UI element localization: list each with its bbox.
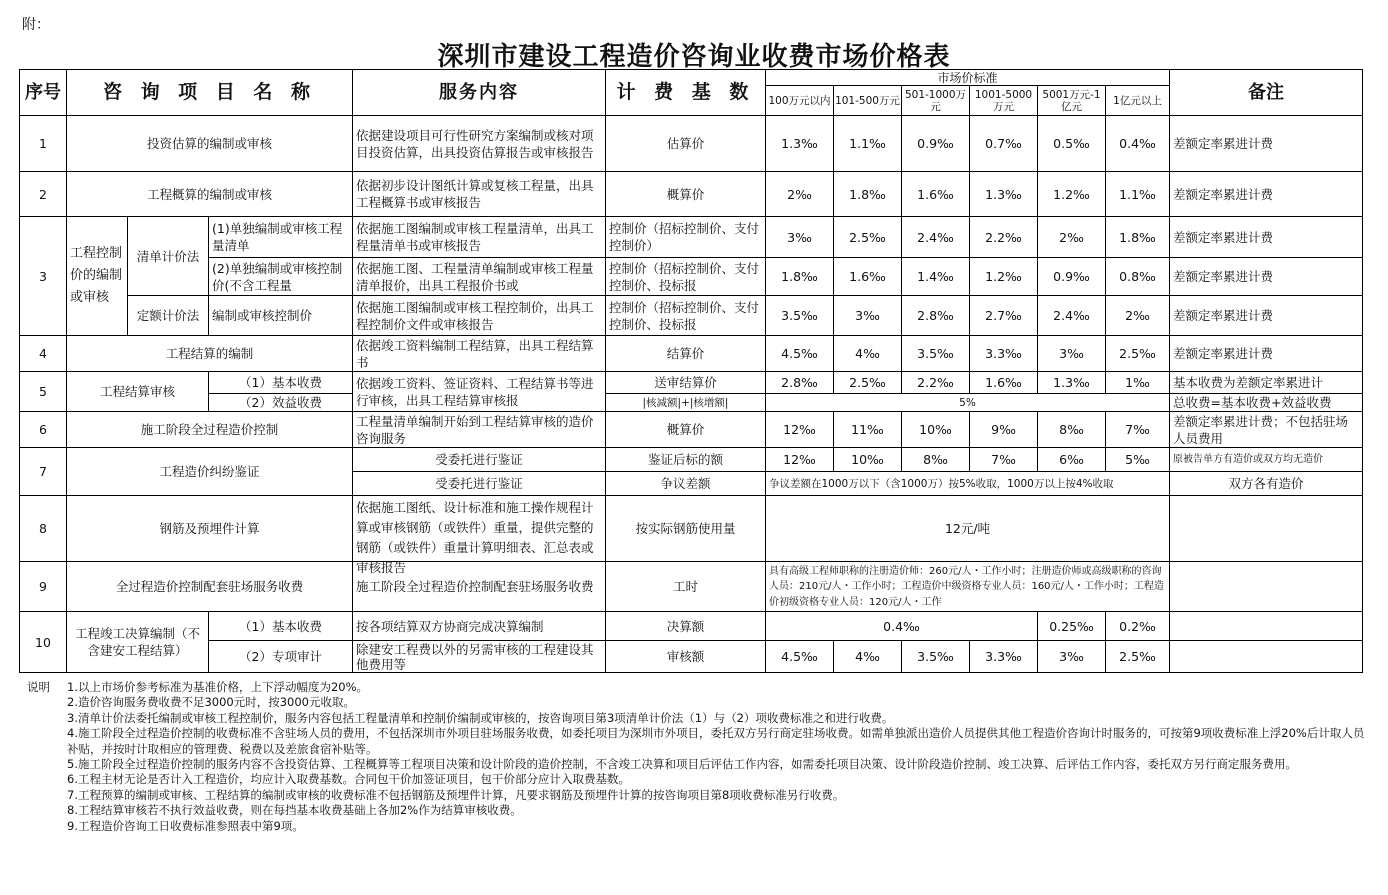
rate-cell: 1.6‰ [834, 258, 902, 296]
fee-base: 争议差额 [606, 472, 766, 496]
rate-cell: 0.5‰ [1038, 116, 1106, 172]
rate-cell: 1.3‰ [766, 116, 834, 172]
rate-cell: 3.5‰ [902, 336, 970, 372]
service-content [353, 217, 606, 258]
sub-item-text: (2)单独编制或审核控制价(不含工程量 [212, 260, 343, 293]
note-line [27, 788, 1367, 803]
rate-cell: 10‰ [902, 412, 970, 448]
fee-base: 决算额 [606, 612, 766, 641]
rate-cell: 0.25‰ [1038, 612, 1106, 641]
service-content [353, 336, 606, 372]
rate-cell: 2.5‰ [834, 217, 902, 258]
rate-cell: 3.3‰ [970, 336, 1038, 372]
rate-cell: 1.2‰ [970, 258, 1038, 296]
note-item: 2.造价咨询服务费收费不足3000元时，按3000元收取。 [67, 695, 356, 710]
rate-cell: 4‰ [834, 641, 902, 673]
rate-cell: 3‰ [834, 296, 902, 336]
fee-table [19, 69, 1363, 673]
table-row [20, 372, 1363, 394]
rate-cell: 0.9‰ [1038, 258, 1106, 296]
item-name: 钢筋及预埋件计算 [67, 496, 353, 562]
rate-text: 具有高级工程师职称的注册造价师：260元/人・工作小时；注册造价师或高级职称的咨询人员：210元/人・工作小时；工程造价中级资格专业人员：160元/人・工作小时；工程造价初级资格专业人员：120元/人・工作 [769, 565, 1164, 608]
note-item: 9.工程造价咨询工日收费标准参照表中第9项。 [67, 818, 304, 833]
sub-item-name [209, 258, 353, 296]
rate-cell: 2.5‰ [1106, 641, 1170, 673]
sub-item-name: （1）基本收费 [209, 372, 353, 394]
rate-cell: 1.6‰ [902, 172, 970, 217]
rate-cell: 9‰ [970, 412, 1038, 448]
header-row [20, 70, 1363, 86]
rate-cell: 12元/吨 [766, 496, 1170, 562]
service-text: 除建安工程费以外的另需审核的工程建设其他费用等 [356, 641, 594, 672]
table-row [20, 448, 1363, 472]
service-content: 受委托进行鉴证 [353, 472, 606, 496]
fee-base: 送审结算价 [606, 372, 766, 394]
note-line [27, 819, 1367, 834]
remark [1170, 412, 1363, 448]
header-remark: 备注 [1170, 70, 1363, 116]
rate-cell: 1.1‰ [1106, 172, 1170, 217]
fee-base-text: 控制价（招标控制价、支付控制价、投标报 [609, 299, 760, 332]
table-row [20, 296, 1363, 336]
sub-item-name: （2）效益收费 [209, 394, 353, 412]
remark: 差额定率累进计费 [1170, 217, 1363, 258]
rate-cell: 2.8‰ [766, 372, 834, 394]
remark [1170, 496, 1363, 562]
service-text: 依据施工图、工程量清单编制或审核工程量清单报价，出具工程报价书或 [356, 260, 594, 293]
fee-base-text: 控制价（招标控制价、支付控制价） [609, 221, 760, 253]
fee-base [606, 296, 766, 336]
rate-cell: 12‰ [766, 448, 834, 472]
rate-cell: 3‰ [1038, 336, 1106, 372]
service-content: 施工阶段全过程造价控制配套驻场服务收费 [353, 562, 606, 612]
rate-cell: 1‰ [1106, 372, 1170, 394]
tier-header: 1亿元以上 [1106, 86, 1170, 116]
table-row [20, 612, 1363, 641]
note-line [27, 695, 1367, 710]
rate-cell: 2.4‰ [902, 217, 970, 258]
fee-base: 结算价 [606, 336, 766, 372]
service-text: 依据竣工资料、签证资料、工程结算书等进行审核，出具工程结算审核报 [356, 375, 594, 408]
service-content: 按各项结算双方协商完成决算编制 [353, 612, 606, 641]
item-name: 全过程造价控制配套驻场服务收费 [67, 562, 353, 612]
table-row [20, 217, 1363, 258]
rate-cell: 0.7‰ [970, 116, 1038, 172]
service-content [353, 258, 606, 296]
note-line [27, 726, 1367, 757]
table-row [20, 258, 1363, 296]
sub-item-name: 编制或审核控制价 [209, 296, 353, 336]
row-no: 2 [20, 172, 67, 217]
note-item: 8.工程结算审核若不执行效益收费，则在每挡基本收费基础上各加2%作为结算审核收费。 [67, 803, 522, 818]
rate-cell: 10‰ [834, 448, 902, 472]
rate-cell: 5% [766, 394, 1170, 412]
item-group: 工程控制价的编制或审核 [67, 217, 128, 336]
fee-base: 审核额 [606, 641, 766, 673]
rate-cell: 2.2‰ [902, 372, 970, 394]
service-text: 依据施工图编制或审核工程量清单，出具工程量清单书或审核报告 [356, 221, 594, 253]
sub-item-name: （2）专项审计 [209, 641, 353, 673]
remark-text: 差额定率累进计费；不包括驻场人员费用 [1173, 413, 1349, 446]
table-row [20, 496, 1363, 562]
rate-cell: 1.6‰ [970, 372, 1038, 394]
item-name: 工程结算审核 [67, 372, 209, 412]
note-line [27, 803, 1367, 818]
table-row [20, 412, 1363, 448]
row-no: 1 [20, 116, 67, 172]
item-name: 工程竣工决算编制（不含建安工程结算） [67, 612, 209, 673]
rate-cell: 8‰ [1038, 412, 1106, 448]
service-text: 依据施工图纸、设计标准和施工操作规程计算或审核钢筋（或铁件）重量，提供完整的钢筋（或铁件）重量计算明细表、汇总表或审核报告 [356, 499, 594, 575]
row-no: 10 [20, 612, 67, 673]
row-no: 8 [20, 496, 67, 562]
rate-cell: 3‰ [766, 217, 834, 258]
service-content: 依据初步设计图纸计算或复核工程量，出具工程概算书或审核报告 [353, 172, 606, 217]
service-content [353, 641, 606, 673]
item-name: 工程结算的编制 [67, 336, 353, 372]
table-row [20, 394, 1363, 412]
rate-cell: 2.5‰ [834, 372, 902, 394]
rate-cell: 7‰ [1106, 412, 1170, 448]
item-name: 工程概算的编制或审核 [67, 172, 353, 217]
note-item: 7.工程预算的编制或审核、工程结算的编制或审核的收费标准不包括钢筋及预埋件计算，凡要求钢筋及预埋件计算的按咨询项目第8项收费标准另行收费。 [67, 787, 845, 802]
row-no: 3 [20, 217, 67, 336]
rate-cell: 1.8‰ [766, 258, 834, 296]
fee-base: 按实际钢筋使用量 [606, 496, 766, 562]
row-no: 7 [20, 448, 67, 496]
rate-cell: 8‰ [902, 448, 970, 472]
remark: 差额定率累进计费 [1170, 116, 1363, 172]
fee-base: 鉴证后标的额 [606, 448, 766, 472]
rate-cell: 0.4‰ [1106, 116, 1170, 172]
note-item: 5.施工阶段全过程造价控制的服务内容不含投资估算、工程概算等工程项目决策和设计阶段的造价控制，不含竣工决算和项目后评估工作内容，如需委托项目决策、设计阶段造价控制、竣工决算、后评估工作内容，委托双方另行商定服务费用。 [67, 757, 1297, 772]
rate-cell: 0.8‰ [1106, 258, 1170, 296]
rate-cell: 1.8‰ [1106, 217, 1170, 258]
page-title: 深圳市建设工程造价咨询业收费市场价格表 [437, 42, 951, 72]
remark [1170, 562, 1363, 612]
rate-cell: 6‰ [1038, 448, 1106, 472]
header-service: 服务内容 [353, 70, 606, 116]
note-line [27, 711, 1367, 726]
rate-cell: 4.5‰ [766, 336, 834, 372]
service-content: 依据建设项目可行性研究方案编制或核对项目投资估算，出具投资估算报告或审核报告 [353, 116, 606, 172]
service-text: 依据施工图编制或审核工程控制价，出具工程控制价文件或审核报告 [356, 299, 594, 332]
notes-label: 说明 [27, 680, 50, 694]
rate-cell: 2.5‰ [1106, 336, 1170, 372]
fee-base: |核减额|+|核增额| [606, 394, 766, 412]
fee-base: 概算价 [606, 412, 766, 448]
remark: 基本收费为差额定率累进计 [1170, 372, 1363, 394]
rate-cell: 5‰ [1106, 448, 1170, 472]
service-content [353, 412, 606, 448]
rate-cell: 12‰ [766, 412, 834, 448]
tier-header: 5001万元-1亿元 [1038, 86, 1106, 116]
service-content [353, 496, 606, 575]
rate-cell: 1.8‰ [834, 172, 902, 217]
table-row [20, 562, 1363, 612]
sub-item-text: (1)单独编制或审核工程量清单 [212, 221, 343, 253]
remark: 差额定率累进计费 [1170, 296, 1363, 336]
header-item: 咨 询 项 目 名 称 [67, 70, 353, 116]
service-content [353, 372, 606, 412]
fee-base: 估算价 [606, 116, 766, 172]
tier-header: 100万元以内 [766, 86, 834, 116]
note-item: 4.施工阶段全过程造价控制的收费标准不含驻场人员的费用，不包括深圳市外项目驻场服务收费，如委托项目为深圳市外项目，委托双方另行商定驻场收费。如需单独派出造价人员提供其他工程造价咨询计时服务的，可按第9项收费标准上浮20%后计取人员补贴，并按时计取相应的管理费、税费以及差旅食宿补贴等。 [67, 726, 1365, 756]
table-row [20, 116, 1363, 172]
rate-cell: 2‰ [766, 172, 834, 217]
service-text: 工程量清单编制开始到工程结算审核的造价咨询服务 [356, 413, 594, 446]
service-content [353, 296, 606, 336]
rate-cell: 2.7‰ [970, 296, 1038, 336]
rate-cell: 1.3‰ [970, 172, 1038, 217]
service-content: 受委托进行鉴证 [353, 448, 606, 472]
remark: 差额定率累进计费 [1170, 258, 1363, 296]
row-no: 4 [20, 336, 67, 372]
rate-cell: 2.8‰ [902, 296, 970, 336]
rate-cell: 1.4‰ [902, 258, 970, 296]
row-no: 5 [20, 372, 67, 412]
note-line [27, 772, 1367, 787]
tier-header: 501-1000万元 [902, 86, 970, 116]
rate-cell: 2.2‰ [970, 217, 1038, 258]
rate-cell: 3.3‰ [970, 641, 1038, 673]
remark: 差额定率累进计费 [1170, 336, 1363, 372]
rate-cell [766, 562, 1170, 612]
notes-section [27, 680, 1367, 834]
note-line [27, 680, 1367, 695]
rate-cell: 2.4‰ [1038, 296, 1106, 336]
rate-cell: 11‰ [834, 412, 902, 448]
rate-cell: 0.2‰ [1106, 612, 1170, 641]
rate-cell: 3.5‰ [902, 641, 970, 673]
header-seq: 序号 [20, 70, 67, 116]
fee-base: 概算价 [606, 172, 766, 217]
rate-cell: 2‰ [1038, 217, 1106, 258]
item-name: 施工阶段全过程造价控制 [67, 412, 353, 448]
note-line [27, 757, 1367, 772]
rate-cell: 3.5‰ [766, 296, 834, 336]
rate-cell: 7‰ [970, 448, 1038, 472]
tier-header: 101-500万元 [834, 86, 902, 116]
fee-base [606, 258, 766, 296]
rate-cell: 3‰ [1038, 641, 1106, 673]
header-market: 市场价标准 [766, 70, 1170, 86]
rate-cell: 4‰ [834, 336, 902, 372]
method-label: 清单计价法 [128, 217, 209, 296]
rate-cell: 1.2‰ [1038, 172, 1106, 217]
rate-cell: 0.9‰ [902, 116, 970, 172]
service-text: 依据竣工资料编制工程结算，出具工程结算书 [356, 337, 594, 370]
fee-base-text: 控制价（招标控制价、支付控制价、投标报 [609, 260, 760, 293]
fee-base [606, 217, 766, 258]
remark: 双方各有造价 [1170, 472, 1363, 496]
sub-item-name [209, 217, 353, 258]
table-row [20, 336, 1363, 372]
row-no: 6 [20, 412, 67, 448]
item-name: 投资估算的编制或审核 [67, 116, 353, 172]
rate-cell: 0.4‰ [766, 612, 1038, 641]
fee-base: 工时 [606, 562, 766, 612]
remark: 差额定率累进计费 [1170, 172, 1363, 217]
note-item: 1.以上市场价参考标准为基准价格，上下浮动幅度为20%。 [67, 680, 369, 694]
remark: 原被告单方有造价或双方均无造价 [1170, 448, 1363, 472]
remark [1170, 612, 1363, 641]
note-item: 6.工程主材无论是否计入工程造价，均应计入取费基数。合同包干价加签证项目，包干价部分应计入取费基数。 [67, 772, 630, 787]
note-item: 3.清单计价法委托编制或审核工程控制价，服务内容包括工程量清单和控制价编制或审核的，按咨询项目第3项清单计价法（1）与（2）项收费标准之和进行收费。 [67, 710, 894, 725]
sub-item-name: （1）基本收费 [209, 612, 353, 641]
rate-cell: 1.1‰ [834, 116, 902, 172]
row-no: 9 [20, 562, 67, 612]
rate-cell: 1.3‰ [1038, 372, 1106, 394]
rate-cell: 4.5‰ [766, 641, 834, 673]
header-base: 计 费 基 数 [606, 70, 766, 116]
table-row [20, 172, 1363, 217]
rate-cell: 2‰ [1106, 296, 1170, 336]
item-name: 工程造价纠纷鉴证 [67, 448, 353, 496]
tier-header: 1001-5000万元 [970, 86, 1038, 116]
remark [1170, 641, 1363, 673]
rate-cell: 争议差额在1000万以下（含1000万）按5%收取，1000万以上按4%收取 [766, 472, 1170, 496]
table-row [20, 641, 1363, 673]
remark: 总收费=基本收费+效益收费 [1170, 394, 1363, 412]
annex-label: 附： [22, 17, 50, 33]
method-label: 定额计价法 [128, 296, 209, 336]
